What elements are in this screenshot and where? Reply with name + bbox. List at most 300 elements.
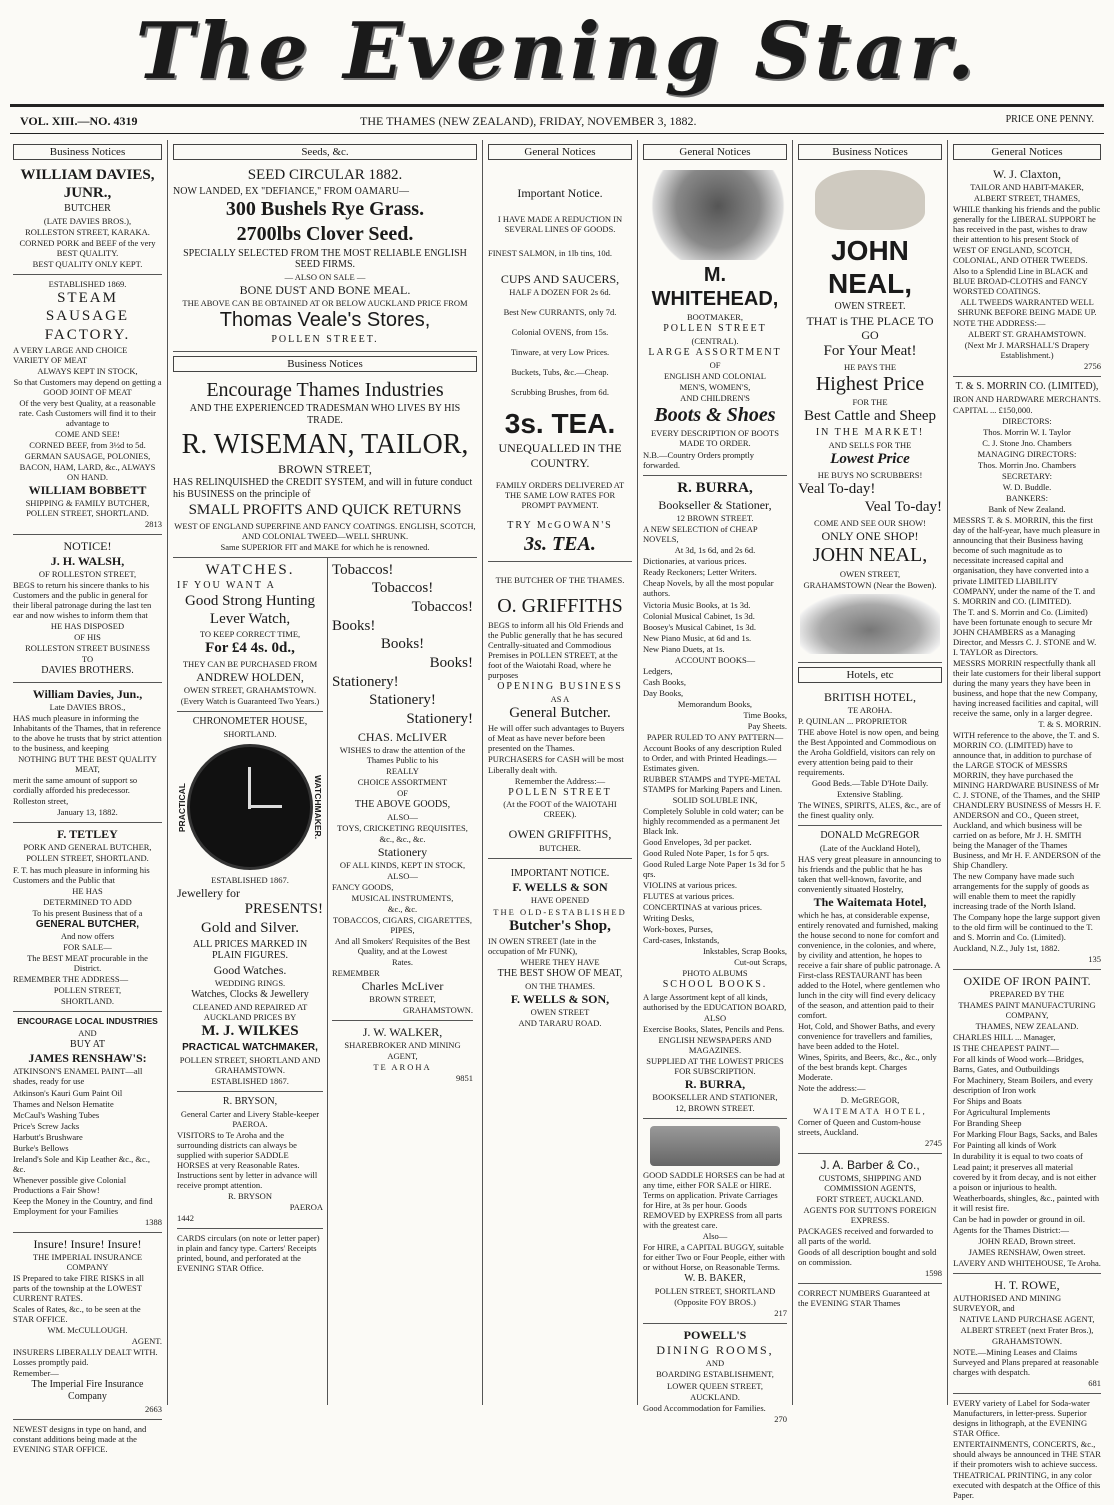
ad-line: ENGLISH NEWSPAPERS AND MAGAZINES. bbox=[658, 1034, 772, 1055]
ad-line: OWEN STREET. bbox=[834, 301, 906, 313]
ad-line: McCaul's Washing Tubes bbox=[13, 1109, 100, 1120]
column-2 bbox=[168, 140, 483, 1405]
ad-name: F. WELLS & SON bbox=[512, 880, 608, 895]
ad-headline: The Waitemata Hotel, bbox=[813, 895, 927, 910]
ad-line: BROWN STREET, bbox=[278, 462, 372, 477]
ad-line: VISITORS to Te Aroha and the surrounding districts can always be supplied with superior SADDLE HORSES at very Reasonable Rates. Instructions sent by letter in advance will receive prompt attention. bbox=[177, 1129, 318, 1190]
ad-line: Stationery! bbox=[369, 692, 436, 709]
ad-line: TO KEEP CORRECT TIME, bbox=[199, 629, 301, 640]
ad-line: SMALL PROFITS AND QUICK RETURNS bbox=[188, 501, 462, 518]
ad-line: OF bbox=[709, 359, 721, 370]
ad-line: New Piano Duets, at 1s. bbox=[643, 643, 725, 654]
ad-number: 2756 bbox=[1084, 361, 1101, 372]
ad-line: ROLLESTON STREET, KARAKA. bbox=[25, 227, 150, 238]
ad-line: For Painting all kinds of Work bbox=[953, 1140, 1057, 1151]
ad-line: D. McGREGOR, bbox=[840, 1094, 900, 1105]
ad-line: Remember the Address:— bbox=[514, 775, 606, 786]
ad-line: COME AND SEE OUR SHOW! bbox=[814, 518, 926, 529]
ad-line: Colonial Musical Cabinet, 1s 3d. bbox=[643, 610, 755, 621]
masthead-rule bbox=[10, 104, 1104, 107]
ad-line: Jewellery for bbox=[177, 886, 240, 901]
ad-name: R. BRYSON, bbox=[222, 1095, 278, 1107]
ad-line: Agents for the Thames District:— bbox=[953, 1224, 1069, 1235]
ad-line: AS A bbox=[550, 693, 570, 704]
ad-line: Tobaccos! bbox=[371, 580, 434, 597]
ad-line: Bank of New Zealand. bbox=[988, 504, 1066, 515]
ad-line: SUPPLIED AT THE LOWEST PRICES FOR SUBSCRIPTION. bbox=[646, 1055, 784, 1076]
dateline-rule bbox=[10, 133, 1104, 134]
ad-line: HAVE OPENED bbox=[530, 895, 590, 906]
ad-line: DETERMINED TO ADD bbox=[43, 896, 132, 907]
clock-icon bbox=[187, 744, 313, 870]
ad-line: AUCKLAND. bbox=[690, 1391, 740, 1402]
ad-morrin bbox=[953, 377, 1101, 970]
ad-line: THE OLD-ESTABLISHED bbox=[493, 906, 627, 917]
ad-line: Also to a Splendid Line in BLACK and BLUE BROAD-CLOTHS and FANCY WORSTED COATINGS. bbox=[953, 266, 1088, 297]
ad-line: C. J. Stone Jno. Chambers bbox=[982, 438, 1072, 449]
ad-line: Same SUPERIOR FIT and MAKE for which he is renowned. bbox=[220, 541, 430, 552]
ad-name: ANDREW HOLDEN, bbox=[196, 670, 304, 685]
ad-line: CORNED PORK and BEEF of the very BEST QUALITY. bbox=[19, 238, 156, 259]
ad-line: BUY AT bbox=[70, 1038, 105, 1050]
ad-name: R. BURRA, bbox=[677, 479, 753, 496]
ad-name: M. WHITEHEAD, bbox=[651, 264, 779, 310]
ad-line: Buckets, Tubs, &c.—Cheap. bbox=[511, 367, 609, 378]
subcolumn-right bbox=[327, 558, 477, 1405]
section-heading: General Notices bbox=[488, 144, 632, 160]
ad-title: STEAM SAUSAGE bbox=[45, 290, 130, 324]
ad-line: WEDDING RINGS. bbox=[214, 978, 286, 989]
clock-vignette bbox=[177, 740, 323, 874]
ad-name: William Davies, Jun., bbox=[32, 686, 143, 701]
section-heading: General Notices bbox=[643, 144, 787, 160]
ad-line: BEGS to inform all his Old Friends and the Public generally that he has secured Centrally-situated and Commodious Premises in POLLEN STREET, at the foot of the Waiotahi Road, where he purposes bbox=[488, 619, 624, 680]
section-heading: Business Notices bbox=[798, 144, 942, 160]
vignette-label: WATCHMAKER. bbox=[313, 775, 323, 840]
ad-walsh bbox=[13, 535, 162, 683]
ad-newest-designs bbox=[13, 1420, 162, 1459]
ad-line: THE above Hotel is now open, and being the Best Appointed and Commodious on the Aroha Goldfield, visitors can rely on every attention being paid to their requirements. bbox=[798, 727, 939, 778]
ad-line: SHORTLAND. bbox=[223, 729, 277, 740]
ad-bobbett bbox=[13, 275, 162, 534]
ad-line: REMEMBER THE ADDRESS— bbox=[13, 974, 129, 985]
ad-line: AND CHILDREN'S bbox=[680, 392, 750, 403]
ad-line: Pay Sheets. bbox=[747, 720, 787, 731]
ad-line: (At the FOOT of the WAIOTAHI CREEK). bbox=[503, 799, 617, 820]
ad-line: Thames and Nelson Hematite bbox=[13, 1098, 114, 1109]
ad-renshaw bbox=[13, 1012, 162, 1232]
ad-headline: Good Strong Hunting Lever Watch, bbox=[184, 593, 315, 627]
ad-line: (Next Mr J. MARSHALL'S Drapery Establishment.) bbox=[964, 340, 1090, 361]
ad-name: Charles McLiver bbox=[361, 979, 444, 994]
ad-line: PRESENTS! bbox=[244, 901, 323, 918]
ad-line: POLLEN STREET, SHORTLAND. bbox=[26, 853, 149, 864]
ad-line: Veal To-day! bbox=[864, 499, 942, 516]
ad-line: Price's Screw Jacks bbox=[13, 1120, 80, 1131]
ad-line: OF ROLLESTON STREET, bbox=[38, 569, 137, 580]
ad-line: OF ALL KINDS, KEPT IN STOCK, bbox=[339, 859, 466, 870]
ad-headline: For £4 4s. 0d., bbox=[205, 640, 295, 657]
ad-line: Boosey's Musical Cabinet, 1s 3d. bbox=[643, 621, 756, 632]
ad-line: W. D. Buddle. bbox=[1002, 482, 1052, 493]
ad-cards bbox=[177, 1229, 323, 1278]
ad-line: &c., &c., &c. bbox=[379, 833, 426, 844]
ad-line: Veal To-day! bbox=[798, 480, 876, 497]
ad-headline: For Your Meat! bbox=[823, 343, 917, 360]
ad-line: Good Envelopes, 3d per packet. bbox=[643, 836, 752, 847]
ad-line: At 3d, 1s 6d, and 2s 6d. bbox=[674, 545, 756, 556]
ad-line: And now offers bbox=[60, 931, 115, 942]
ad-line: TE AROHA bbox=[373, 1061, 432, 1072]
ad-line: The WINES, SPIRITS, ALES, &c., are of the finest quality only. bbox=[798, 800, 941, 821]
ad-line: LARGE ASSORTMENT bbox=[648, 347, 782, 359]
ad-headline: 3s. TEA. bbox=[504, 408, 616, 440]
ad-line: AGENTS FOR SUTTON'S FOREIGN EXPRESS. bbox=[803, 1204, 937, 1225]
ad-line: PREPARED BY THE bbox=[989, 989, 1065, 1000]
ad-line: Best New CURRANTS, only 7d. bbox=[503, 307, 617, 318]
ad-line: BUTCHER bbox=[64, 203, 111, 215]
ad-line: To his present Business that of a bbox=[32, 907, 143, 918]
ad-line: DIRECTORS: bbox=[1002, 416, 1052, 427]
ad-line: A large Assortment kept of all kinds, authorised by the EDUCATION BOARD, bbox=[643, 991, 787, 1012]
ad-line: NOW LANDED, EX "DEFIANCE," FROM OAMARU— bbox=[173, 185, 410, 197]
ad-line: T. & S. MORRIN. bbox=[1038, 718, 1101, 729]
ad-line: FOR SALE— bbox=[63, 942, 112, 953]
ad-line: WEST OF ENGLAND, SCOTCH, COLONIAL, AND OTHER TWEEDS. bbox=[953, 245, 1088, 266]
ad-line: GRAHAMSTOWN. bbox=[403, 1005, 473, 1016]
ad-line: Corner of Queen and Custom-house streets, Auckland. bbox=[798, 1116, 921, 1137]
ad-line: Ready Reckoners; Letter Writers. bbox=[643, 567, 757, 578]
ad-powell bbox=[643, 1324, 787, 1428]
ad-barber bbox=[798, 1154, 942, 1284]
column-2-subcolumns bbox=[173, 558, 477, 1405]
ad-line: WHILE thanking his friends and the public generally for the LIBERAL SUPPORT he has received in the past, wishes to draw their attention to his present Stock of bbox=[953, 204, 1101, 245]
ad-line: CUSTOMS, SHIPPING AND COMMISSION AGENTS, bbox=[818, 1172, 922, 1193]
ad-line: Time Books, bbox=[743, 709, 787, 720]
ad-name: T. & S. MORRIN CO. (LIMITED), bbox=[955, 381, 1099, 393]
ad-line: POLLEN STREET, SHORTLAND AND GRAHAMSTOWN. bbox=[179, 1054, 321, 1075]
ad-line: THE ABOVE GOODS, bbox=[354, 798, 451, 810]
ad-name: W. J. Claxton, bbox=[993, 167, 1061, 181]
ad-title: Insure! Insure! Insure! bbox=[33, 1236, 142, 1251]
ad-line: OWEN STREET, GRAHAMSTOWN. bbox=[183, 685, 317, 696]
ad-rowe bbox=[953, 1274, 1101, 1394]
ad-line: OWEN STREET bbox=[530, 1007, 590, 1018]
ad-line: PRACTICAL WATCHMAKER, bbox=[182, 1041, 318, 1053]
ad-line: THE IMPERIAL INSURANCE COMPANY bbox=[32, 1251, 143, 1272]
ad-line: ALWAYS KEPT IN STOCK, bbox=[37, 366, 138, 377]
ad-line: FOR THE bbox=[852, 397, 888, 408]
ad-line: FAMILY ORDERS DELIVERED AT THE SAME LOW RATES FOR PROMPT PAYMENT. bbox=[495, 479, 625, 510]
ad-line: Good Ruled Large Note Paper 1s 3d for 5 qrs. bbox=[643, 858, 785, 879]
ad-name: POWELL'S bbox=[683, 1328, 747, 1343]
ad-line: Writing Desks, bbox=[643, 912, 695, 923]
ad-wiseman-tailor bbox=[173, 375, 477, 558]
ad-line: THE BUTCHER OF THE THAMES. bbox=[495, 575, 625, 586]
ad-line: ENCOURAGE LOCAL INDUSTRIES bbox=[17, 1016, 158, 1027]
ad-line: Tobaccos! bbox=[332, 561, 394, 578]
ad-number: 1598 bbox=[925, 1267, 942, 1278]
ad-line: GRAHAMSTOWN. bbox=[992, 1335, 1062, 1346]
ad-name: OXIDE OF IRON PAINT. bbox=[963, 974, 1091, 989]
ad-line: ALSO bbox=[703, 1012, 727, 1023]
ad-line: CORNED BEEF, from 3½d to 5d. bbox=[29, 440, 146, 451]
ad-line: He will offer such advantages to Buyers of Meat as have never before been presented on the Thames. bbox=[488, 723, 625, 754]
ad-line: BROWN STREET, bbox=[369, 994, 436, 1005]
ad-line: PAPER RULED TO ANY PATTERN— bbox=[646, 731, 784, 742]
ad-line: Stationery! bbox=[332, 673, 399, 690]
ad-line: Remember— bbox=[13, 1368, 59, 1379]
ad-line: IRON AND HARDWARE MERCHANTS. bbox=[953, 394, 1101, 405]
ad-line: CARDS circulars (on note or letter paper) in plain and fancy type. Carters' Receipts printed, bound, and perforated at the EVENING STAR Office. bbox=[177, 1232, 320, 1273]
ad-line: ALBERT STREET, THAMES, bbox=[973, 193, 1081, 204]
ad-line: THEATRICAL PRINTING, in any color executed with despatch at the Office of this Paper. bbox=[953, 1470, 1101, 1501]
ad-headline: Butcher's Shop, bbox=[509, 917, 611, 934]
ad-line: FINEST SALMON, in 1lb tins, 10d. bbox=[488, 248, 613, 259]
ad-line: ESTABLISHED 1869. bbox=[48, 279, 127, 290]
ad-line: (LATE DAVIES BROS.), bbox=[43, 216, 132, 227]
column-5 bbox=[793, 140, 948, 1405]
ad-headline: Lowest Price bbox=[830, 450, 910, 467]
ad-name: JAMES RENSHAW'S: bbox=[28, 1051, 147, 1066]
ad-line: Books! bbox=[332, 617, 376, 634]
ad-line: Good Ruled Note Paper, 1s for 5 qrs. bbox=[643, 847, 769, 858]
ad-walker bbox=[332, 1021, 473, 1087]
ad-line: Account Books of any description Ruled to Order, and with Printed Headings.—Estimates given. bbox=[643, 742, 782, 773]
ad-line: R. BRYSON bbox=[228, 1190, 272, 1201]
ad-line: OWEN STREET, bbox=[839, 568, 901, 579]
ad-line: For Marking Flour Bags, Sacks, and Bales bbox=[953, 1129, 1098, 1140]
ad-number: 681 bbox=[1088, 1377, 1101, 1388]
ad-line: For Ships and Boats bbox=[953, 1096, 1022, 1107]
ad-line: Goods of all description bought and sold on commission. bbox=[798, 1246, 937, 1267]
ad-line: Books! bbox=[429, 654, 473, 671]
ad-line: TO bbox=[81, 654, 94, 665]
ad-line: WEST OF ENGLAND SUPERFINE AND FANCY COATINGS. ENGLISH, SCOTCH, AND COLONIAL TWEED—WELL SHRUNK. bbox=[174, 520, 476, 541]
coach-illustration-icon bbox=[650, 1126, 780, 1166]
ad-number: 2813 bbox=[145, 518, 162, 529]
ad-line: Inkstables, Scrap Books, bbox=[702, 946, 787, 956]
ad-line: TOYS, CRICKETING REQUISITES, bbox=[337, 822, 468, 833]
ad-line: Atkinson's Kauri Gum Paint Oil bbox=[13, 1087, 123, 1098]
section-heading: Hotels, etc bbox=[798, 667, 942, 683]
ad-line: BEST QUALITY ONLY KEPT. bbox=[32, 259, 143, 270]
ad-line: THAMES PAINT MANUFACTURING COMPANY, bbox=[958, 1000, 1096, 1021]
ad-line: Dictionaries, at various prices. bbox=[643, 556, 747, 567]
cattle-icon bbox=[800, 594, 940, 654]
ad-title: WATCHES. bbox=[205, 561, 295, 578]
ad-line: The Imperial Fire Insurance Company bbox=[31, 1379, 144, 1402]
ad-line: OPENING BUSINESS bbox=[497, 680, 623, 692]
ad-line: BUTCHER. bbox=[539, 842, 581, 853]
ad-line: ROLLESTON STREET BUSINESS bbox=[25, 643, 150, 654]
ad-title: SEED CIRCULAR 1882. bbox=[247, 167, 403, 183]
ad-line: ALSO— bbox=[387, 811, 418, 822]
ad-whitehead bbox=[643, 163, 787, 476]
ad-mcgowan bbox=[488, 163, 632, 562]
column-6 bbox=[948, 140, 1106, 1501]
ad-line: MANAGING DIRECTORS: bbox=[977, 449, 1077, 460]
ad-claxton bbox=[953, 163, 1101, 377]
ad-line: EVERY variety of Label for Soda-water Manufacturers, in letter-press. Superior designs in lithograph, at the EVENING STAR Office. bbox=[953, 1397, 1090, 1438]
ad-line: WHERE THEY HAVE bbox=[520, 957, 600, 968]
ad-line: Harbutt's Brushware bbox=[13, 1131, 83, 1142]
ad-line: CORRECT NUMBERS Guaranteed at the EVENING STAR Thames bbox=[798, 1287, 930, 1308]
ad-name: OWEN GRIFFITHS, bbox=[508, 827, 612, 842]
ad-correct-numbers bbox=[798, 1284, 942, 1313]
ad-line: FLUTES at various prices. bbox=[643, 890, 735, 901]
ad-line: Good Accommodation for Families. bbox=[643, 1402, 766, 1413]
boot-tree-illustration-icon bbox=[643, 170, 793, 260]
ad-line: NOTE THE ADDRESS:— bbox=[953, 318, 1046, 329]
ad-name: WILLIAM BOBBETT bbox=[28, 482, 147, 497]
ad-line: WITH reference to the above, the T. and S. MORRIN CO. (LIMITED) have to announce that, in addition to purchase of the LARGE STOCK of MESSRS MORRIN, they have purchased the MINING HARDWARE BUSINESS of Mr C. J. STONE, of the Thames, and the SHIP CHANDLERY BUSINESS of Messrs H. F. ANDERSON and CO., Queen street, Auckland, and which business will be carried on as before, Mr J. H. SMITH being the Manager of the Thames Business, and Mr H. F. ANDERSON of the Ship Chandlery. bbox=[953, 729, 1102, 870]
ad-headline: Highest Price bbox=[815, 372, 925, 395]
ad-name: CHAS. McLIVER bbox=[357, 729, 448, 744]
ad-number: 1388 bbox=[145, 1216, 162, 1227]
ad-line: THE BEST SHOW OF MEAT, bbox=[497, 968, 623, 980]
ad-line: January 13, 1882. bbox=[57, 807, 118, 818]
dateline bbox=[20, 114, 1094, 130]
ad-line: Ledgers, bbox=[643, 665, 673, 676]
ad-line: POLLEN STREET bbox=[508, 786, 612, 798]
ad-line: Stationery bbox=[377, 844, 428, 859]
ad-line: HAS RELINQUISHED the CREDIT SYSTEM, and will in future conduct his BUSINESS on the principle of bbox=[173, 477, 473, 501]
ad-number: 135 bbox=[1088, 954, 1101, 965]
ad-name: R. BURRA, bbox=[684, 1076, 746, 1091]
ad-line: Exercise Books, Slates, Pencils and Pens. bbox=[643, 1023, 785, 1034]
ad-number: 270 bbox=[774, 1413, 787, 1424]
ad-line: P. QUINLAN ... PROPRIETOR bbox=[798, 716, 908, 727]
ad-line: The BEST MEAT procurable in the District. bbox=[27, 953, 148, 974]
ad-line: TE AROHA. bbox=[847, 705, 893, 716]
ad-line: Good Watches. bbox=[213, 963, 287, 978]
ad-line: Day Books, bbox=[643, 687, 684, 698]
ad-line: ONLY ONE SHOP! bbox=[821, 529, 919, 544]
ad-line: ATKINSON'S ENAMEL PAINT—all shades, ready for use bbox=[13, 1066, 143, 1087]
ad-line: which he has, at considerable expense, entirely renovated and furnished, making the house second to none for comfort and convenience, in the colonies, and where, by civility and attention, he hopes to receive a fair share of public patronage. A First-class RESTAURANT has been added to the Hotel, where gentlemen who lunch in the city will find every delicacy of the season, and attention paid to their comfort. bbox=[798, 910, 941, 1021]
ad-line: And all Smokers' Requisites of the Best Quality, and at the Lowest bbox=[334, 936, 471, 957]
ad-number: 1442 bbox=[177, 1212, 194, 1223]
ad-line: SPECIALLY SELECTED FROM THE MOST RELIABLE ENGLISH SEED FIRMS. bbox=[183, 247, 467, 271]
ad-baker bbox=[643, 1119, 787, 1324]
ad-line: Thos. Morrin Jno. Chambers bbox=[978, 460, 1076, 471]
masthead bbox=[0, 0, 1114, 112]
ad-line: Extensive Stabling. bbox=[836, 789, 904, 800]
ad-line: BANKERS: bbox=[1005, 493, 1049, 504]
ad-line: GERMAN SAUSAGE, POLONIES, BACON, HAM, LARD, &c., ALWAYS ON HAND. bbox=[19, 451, 156, 482]
ad-line: So that Customers may depend on getting a GOOD JOINT OF MEAT bbox=[13, 377, 162, 398]
ad-oxide-paint bbox=[953, 970, 1101, 1274]
ad-line: HAS much pleasure in informing the Inhabitants of the Thames, that in reference to the above he trusts that by strict attention to the business, and keeping bbox=[13, 713, 162, 754]
ad-line: BOOKSELLER AND STATIONER, bbox=[652, 1092, 778, 1103]
ad-name: F. TETLEY bbox=[57, 827, 118, 842]
ad-line: Weatherboards, shingles, &c., painted with it will resist fire. bbox=[953, 1192, 1100, 1213]
ad-line: GOOD SADDLE HORSES can be had at any time, either FOR SALE or HIRE. Terms on application. Private Carriages for Hire, at 3s per hour. Goods REMOVED by EXPRESS from all parts with the greatest care. bbox=[643, 1170, 785, 1231]
ad-title: CHRONOMETER HOUSE, bbox=[192, 716, 308, 728]
ad-line: VIOLINS at various prices. bbox=[643, 879, 737, 890]
ad-line: Bookseller & Stationer, bbox=[658, 498, 772, 513]
ad-line: Wines, Spirits, and Beers, &c., &c., only of the best brands kept. Charges Moderate. bbox=[798, 1052, 937, 1083]
ad-line: In durability it is equal to two coats of Lead paint; it preserves all material covered by it from decay, and is not either a poison or injurious to health. bbox=[953, 1151, 1097, 1192]
ad-line: IF YOU WANT A bbox=[177, 580, 276, 592]
ad-line: Victoria Music Books, at 1s 3d. bbox=[643, 599, 751, 610]
ad-line: The new Company have made such arrangements for the supply of goods as will enable them to meet the rapidly increasing trade of the North Island. bbox=[953, 870, 1089, 911]
ad-line: POLLEN STREET, SHORTLAND bbox=[654, 1286, 776, 1297]
ad-davies-jun bbox=[13, 683, 162, 823]
ad-line: Burke's Bellows bbox=[13, 1142, 69, 1153]
ad-line: BOARDING ESTABLISHMENT, bbox=[656, 1369, 774, 1380]
ad-line: For HIRE, a CAPITAL BUGGY, suitable for either Two or Four People, either with or without Horse, on Reasonable Terms. bbox=[643, 1242, 785, 1273]
ad-line: (Every Watch is Guaranteed Two Years.) bbox=[180, 696, 320, 707]
ad-name: H. T. ROWE, bbox=[994, 1277, 1060, 1292]
ad-line: Late DAVIES BROS., bbox=[49, 702, 126, 713]
ad-line: Rolleston street, bbox=[13, 796, 69, 807]
ad-line: Gold and Silver. bbox=[201, 919, 299, 936]
ad-line: DAVIES BROTHERS. bbox=[41, 665, 134, 677]
ad-line: SHORTLAND. bbox=[60, 996, 115, 1007]
ad-line: FANCY GOODS, bbox=[332, 882, 394, 892]
ad-line: SCHOOL BOOKS. bbox=[662, 979, 768, 991]
ad-line: For Branding Sheep bbox=[953, 1118, 1022, 1129]
ad-line: AND bbox=[705, 1358, 725, 1369]
ad-line: OF bbox=[397, 787, 408, 798]
ad-line: LOWER QUEEN STREET, bbox=[667, 1380, 763, 1391]
ad-line: SECRETARY: bbox=[1001, 471, 1053, 482]
subcolumn-left bbox=[173, 558, 327, 1405]
ad-line: BEGS to return his sincere thanks to his Customers and the public in general for their liberal patronage during the last ten ear and now wishes to inform them that bbox=[13, 580, 152, 621]
ad-line: RUBBER STAMPS and TYPE-METAL STAMPS for Marking Papers and Linen. bbox=[643, 773, 783, 794]
ad-name: DONALD McGREGOR bbox=[820, 830, 920, 842]
ad-headline: 2700lbs Clover Seed. bbox=[236, 223, 414, 246]
ad-name: J. H. WALSH, bbox=[50, 553, 125, 568]
ad-line: Good Beds.—Table D'Hote Daily. bbox=[811, 778, 929, 789]
ad-line: Colonial OVENS, from 15s. bbox=[511, 327, 609, 338]
ad-line: For Agricultural Implements bbox=[953, 1107, 1051, 1118]
ad-headline: 300 Bushels Rye Grass. bbox=[225, 198, 425, 221]
ad-waitemata-hotel bbox=[798, 826, 942, 1153]
ad-line: Auckland, N.Z., July 1st, 1882. bbox=[953, 943, 1060, 954]
ad-number: 9851 bbox=[456, 1072, 473, 1083]
ad-line: Work-boxes, Purses, bbox=[643, 923, 713, 934]
ad-name: J. A. Barber & Co., bbox=[820, 1157, 920, 1172]
column-1 bbox=[8, 140, 168, 1454]
ad-line: NOTHING BUT THE BEST QUALITY MEAT, bbox=[18, 754, 157, 775]
ad-line: TRY McGOWAN'S bbox=[507, 519, 613, 531]
ad-seed-circular bbox=[173, 163, 477, 352]
ad-line: Cut-out Scraps, bbox=[734, 957, 787, 968]
ad-line: A NEW SELECTION of CHEAP NOVELS, bbox=[643, 524, 758, 545]
ad-line: PHOTO ALBUMS bbox=[682, 968, 748, 979]
ad-line: Also— bbox=[702, 1231, 728, 1242]
newspaper-title: The Evening Star. bbox=[135, 6, 979, 97]
ad-headline: Thomas Veale's Stores, bbox=[219, 309, 431, 332]
ad-line: Cheap Novels, by all the most popular authors. bbox=[643, 578, 774, 599]
ad-chronometer-house bbox=[177, 712, 323, 1091]
ad-line: IN OWEN STREET (late in the occupation of Mr FUNK), bbox=[488, 936, 597, 957]
ad-line: MESSRS T. & S. MORRIN, this the first day of the half-year, have much pleasure in announcing that their Business having become of such magnitude as to necessitate increased capital and organisation, they have converted into a private LIMITED LIABILITY COMPANY, under the name of the T. and S. MORRIN and CO. (LIMITED). bbox=[953, 515, 1100, 606]
ad-name: J. W. WALKER, bbox=[362, 1025, 443, 1040]
ad-line: ON THE THAMES. bbox=[525, 981, 595, 992]
ad-name: W. B. BAKER, bbox=[684, 1273, 746, 1285]
ad-line: POLLEN STREET. bbox=[271, 334, 379, 346]
ad-line: THAMES, NEW ZEALAND. bbox=[975, 1021, 1079, 1032]
ad-title: WILLIAM DAVIES, JUNR., bbox=[20, 167, 155, 201]
ad-headline: General Butcher. bbox=[509, 704, 611, 721]
ad-line: Scales of Rates, &c., to be seen at the STAR OFFICE. bbox=[13, 1303, 141, 1324]
ad-wells bbox=[488, 859, 632, 1034]
ad-line: Rates. bbox=[391, 957, 413, 968]
